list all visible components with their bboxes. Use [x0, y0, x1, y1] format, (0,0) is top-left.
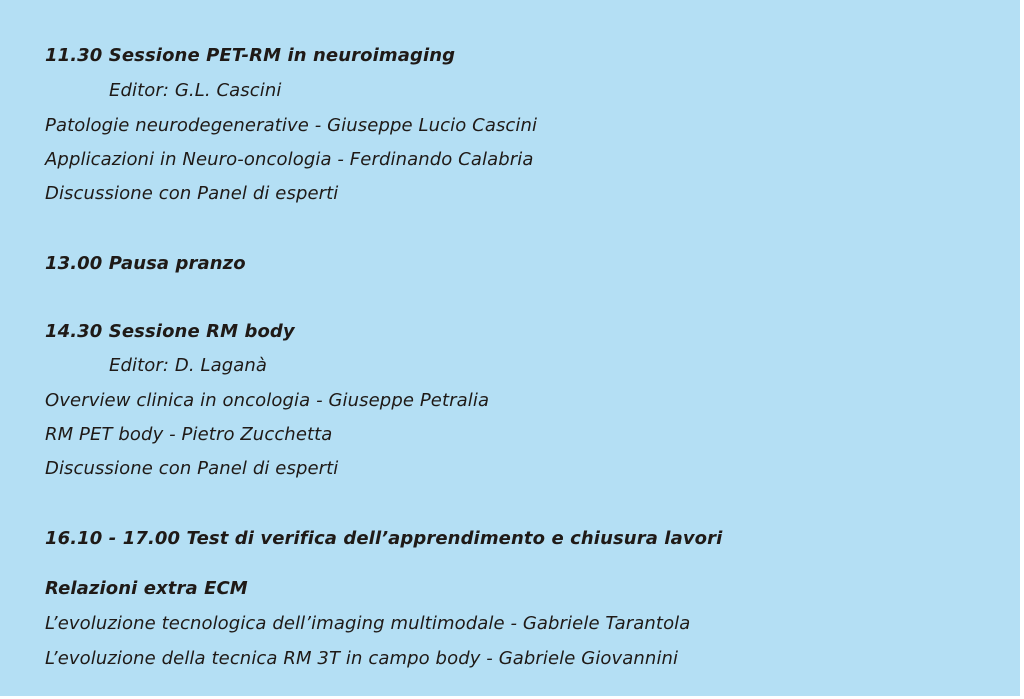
session-neuroimaging-item: Applicazioni in Neuro-oncologia - Ferdinando Calabria: [45, 149, 534, 170]
lunch-break-title: 13.00 Pausa pranzo: [45, 253, 246, 274]
session-neuroimaging-editor: Editor: G.L. Cascini: [109, 80, 282, 101]
session-neuroimaging-item: Discussione con Panel di esperti: [45, 183, 339, 204]
session-neuroimaging-title: 11.30 Sessione PET-RM in neuroimaging: [45, 45, 456, 66]
extra-ecm-item: L’evoluzione tecnologica dell’imaging multimodale - Gabriele Tarantola: [45, 613, 691, 634]
extra-ecm-title: Relazioni extra ECM: [45, 578, 248, 599]
session-body-item: Overview clinica in oncologia - Giuseppe Petralia: [45, 390, 490, 411]
extra-ecm-item: L’evoluzione della tecnica RM 3T in campo body - Gabriele Giovannini: [45, 648, 679, 669]
session-body-item: Discussione con Panel di esperti: [45, 458, 339, 479]
session-neuroimaging-item: Patologie neurodegenerative - Giuseppe Lucio Cascini: [45, 115, 538, 136]
session-body-item: RM PET body - Pietro Zucchetta: [45, 424, 333, 445]
session-body-editor: Editor: D. Laganà: [109, 355, 268, 376]
session-body-title: 14.30 Sessione RM body: [45, 321, 295, 342]
closing-test-title: 16.10 - 17.00 Test di verifica dell’apprendimento e chiusura lavori: [45, 528, 723, 549]
